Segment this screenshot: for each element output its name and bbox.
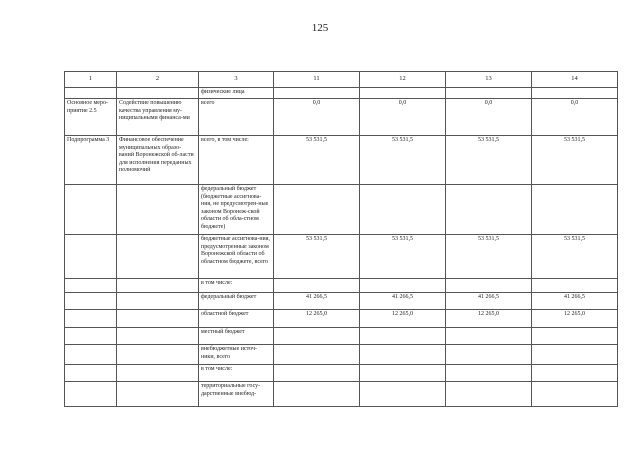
- table-cell: [274, 345, 360, 365]
- table-cell: 12 265,0: [360, 310, 446, 328]
- table-cell: [65, 365, 117, 382]
- table-cell: [360, 328, 446, 345]
- table-row: [65, 235, 618, 279]
- table-cell: областной бюджет: [199, 310, 274, 328]
- table-cell: 0,0: [446, 99, 532, 136]
- table-cell: Финансовое обеспечение муниципальных образо-ваний Воронежской об-ласти для исполнения переданных полномочий: [117, 136, 199, 185]
- table-cell: [274, 328, 360, 345]
- table-cell: [117, 365, 199, 382]
- table-cell: [117, 185, 199, 235]
- table-cell: [117, 345, 199, 365]
- table-cell: [532, 365, 618, 382]
- table-row: [65, 382, 618, 407]
- header-cell: 13: [446, 72, 532, 88]
- header-cell: 14: [532, 72, 618, 88]
- table-cell: [65, 328, 117, 345]
- table-cell: 12 265,0: [446, 310, 532, 328]
- header-cell: 2: [117, 72, 199, 88]
- table-cell: [65, 185, 117, 235]
- table-cell: [532, 279, 618, 293]
- table-cell: Основное меро-приятие 2.5: [65, 99, 117, 136]
- table-cell: Подпрограмма 3: [65, 136, 117, 185]
- table-cell: Содействие повышению качества управления му-ниципальными финанса-ми: [117, 99, 199, 136]
- table-cell: [65, 279, 117, 293]
- table-cell: 12 265,0: [274, 310, 360, 328]
- table-cell: [446, 185, 532, 235]
- table-cell: [65, 345, 117, 365]
- table-cell: всего: [199, 99, 274, 136]
- table-cell: [532, 88, 618, 99]
- table-row: [65, 185, 618, 235]
- table-cell: 0,0: [274, 99, 360, 136]
- table-cell: [274, 88, 360, 99]
- table-cell: [446, 382, 532, 407]
- table-cell: [360, 382, 446, 407]
- table-cell: 53 531,5: [360, 136, 446, 185]
- table-cell: [117, 279, 199, 293]
- table-cell: [65, 382, 117, 407]
- table-row: [65, 365, 618, 382]
- table-cell: [532, 345, 618, 365]
- table-cell: [274, 185, 360, 235]
- table-cell: [532, 328, 618, 345]
- table-cell: [446, 345, 532, 365]
- header-cell: 3: [199, 72, 274, 88]
- table-cell: [65, 235, 117, 279]
- table-cell: федеральный бюджет (бюджетные ассигнова-ния, не предусмотрен-ные законом Воронеж-ской области об обла-стном бюджете): [199, 185, 274, 235]
- table-body: [65, 72, 618, 407]
- table-cell: 53 531,5: [446, 235, 532, 279]
- table-cell: 53 531,5: [532, 235, 618, 279]
- table-cell: 0,0: [360, 99, 446, 136]
- table-row: [65, 310, 618, 328]
- table-cell: 41 266,5: [532, 293, 618, 310]
- table-cell: физические лица: [199, 88, 274, 99]
- budget-table: [64, 71, 618, 407]
- table-row: [65, 328, 618, 345]
- header-cell: 12: [360, 72, 446, 88]
- table-cell: местный бюджет: [199, 328, 274, 345]
- table-cell: федеральный бюджет: [199, 293, 274, 310]
- table-cell: внебюджетные источ-ники, всего: [199, 345, 274, 365]
- table-cell: [360, 279, 446, 293]
- table-cell: 53 531,5: [532, 136, 618, 185]
- table-cell: [65, 293, 117, 310]
- table-cell: [117, 293, 199, 310]
- table-cell: [274, 279, 360, 293]
- table-cell: [274, 382, 360, 407]
- table-cell: 12 265,0: [532, 310, 618, 328]
- header-row: [65, 72, 618, 88]
- table-cell: [117, 328, 199, 345]
- table-cell: в том числе:: [199, 279, 274, 293]
- table-cell: 41 266,5: [274, 293, 360, 310]
- table-cell: в том числе:: [199, 365, 274, 382]
- table-cell: 53 531,5: [360, 235, 446, 279]
- table-row: [65, 99, 618, 136]
- table-cell: [65, 88, 117, 99]
- table-row: [65, 293, 618, 310]
- table-cell: [117, 235, 199, 279]
- table-cell: [117, 382, 199, 407]
- table-row: [65, 345, 618, 365]
- table-cell: [65, 310, 117, 328]
- table-cell: [360, 88, 446, 99]
- table-row: [65, 136, 618, 185]
- page-number: 125: [311, 22, 329, 34]
- table-cell: 41 266,5: [360, 293, 446, 310]
- table-cell: [360, 345, 446, 365]
- header-cell: 11: [274, 72, 360, 88]
- header-cell: 1: [65, 72, 117, 88]
- table-cell: [360, 185, 446, 235]
- table-cell: [117, 88, 199, 99]
- table-cell: [360, 365, 446, 382]
- table-cell: [446, 365, 532, 382]
- table-cell: 0,0: [532, 99, 618, 136]
- table-cell: 53 531,5: [446, 136, 532, 185]
- table-cell: 41 266,5: [446, 293, 532, 310]
- table-cell: территориальные госу-дарственные внебюд-: [199, 382, 274, 407]
- table-row: [65, 279, 618, 293]
- table-cell: бюджетные ассигнова-ния, предусмотренные законом Воронежской области об областном бюджете, всего: [199, 235, 274, 279]
- table-cell: [532, 382, 618, 407]
- table-cell: [446, 328, 532, 345]
- table-cell: [446, 279, 532, 293]
- table-cell: [274, 365, 360, 382]
- table-cell: 53 531,5: [274, 235, 360, 279]
- table-cell: всего, в том числе:: [199, 136, 274, 185]
- table-cell: [117, 310, 199, 328]
- table-row: [65, 88, 618, 99]
- table-cell: [532, 185, 618, 235]
- table-cell: 53 531,5: [274, 136, 360, 185]
- table-cell: [446, 88, 532, 99]
